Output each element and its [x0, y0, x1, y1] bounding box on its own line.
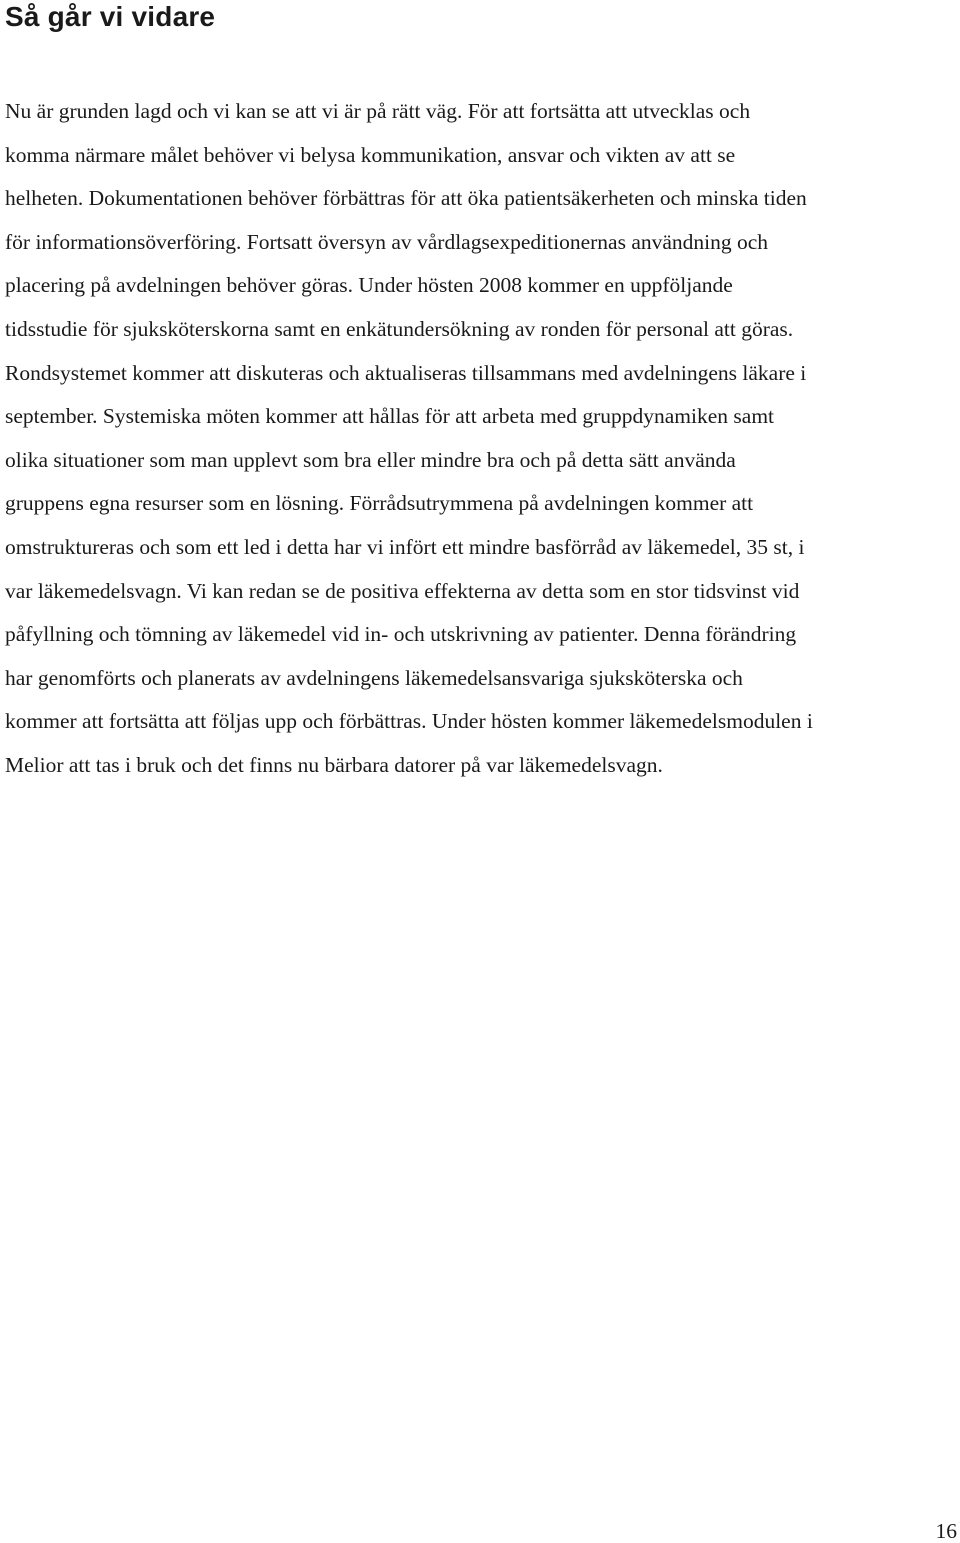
- paragraph-line: påfyllning och tömning av läkemedel vid in- och utskrivning av patienter. Denna förändring: [5, 622, 797, 647]
- paragraph-line: Melior att tas i bruk och det finns nu bärbara datorer på var läkemedelsvagn.: [5, 752, 663, 777]
- paragraph-line: kommer att fortsätta att följas upp och förbättras. Under hösten kommer läkemedelsmodulen i: [5, 709, 813, 734]
- paragraph-line: omstruktureras och som ett led i detta har vi infört ett mindre basförråd av läkemedel, 35 st, i: [5, 534, 805, 559]
- body-paragraph: [5, 90, 813, 788]
- paragraph-line: olika situationer som man upplevt som bra eller mindre bra och på detta sätt använda: [5, 447, 736, 472]
- paragraph-line: september. Systemiska möten kommer att hållas för att arbeta med gruppdynamiken samt: [5, 404, 775, 429]
- paragraph-line: gruppens egna resurser som en lösning. Förrådsutrymmena på avdelningen kommer att: [5, 491, 754, 516]
- paragraph-line: tidsstudie för sjuksköterskorna samt en enkätundersökning av ronden för personal att göras.: [5, 316, 794, 341]
- paragraph-line: Nu är grunden lagd och vi kan se att vi är på rätt väg. För att fortsätta att utvecklas och: [5, 99, 751, 123]
- paragraph-line: placering på avdelningen behöver göras. Under hösten 2008 kommer en uppföljande: [5, 273, 733, 298]
- paragraph-line: har genomförts och planerats av avdelningens läkemedelsansvariga sjuksköterska och: [5, 665, 743, 690]
- paragraph-line: var läkemedelsvagn. Vi kan redan se de positiva effekterna av detta som en stor tidsvinst vid: [5, 578, 800, 603]
- paragraph-line: helheten. Dokumentationen behöver förbättras för att öka patientsäkerheten och minska tiden: [5, 186, 807, 211]
- section-heading: Så går vi vidare: [5, 1, 216, 32]
- paragraph-line: komma närmare målet behöver vi belysa kommunikation, ansvar och vikten av att se: [5, 142, 736, 167]
- page-number: 16: [935, 1519, 957, 1543]
- paragraph-line: för informationsöverföring. Fortsatt översyn av vårdlagsexpeditionernas användning och: [5, 229, 769, 254]
- paragraph-line: Rondsystemet kommer att diskuteras och aktualiseras tillsammans med avdelningens läkare i: [5, 360, 807, 385]
